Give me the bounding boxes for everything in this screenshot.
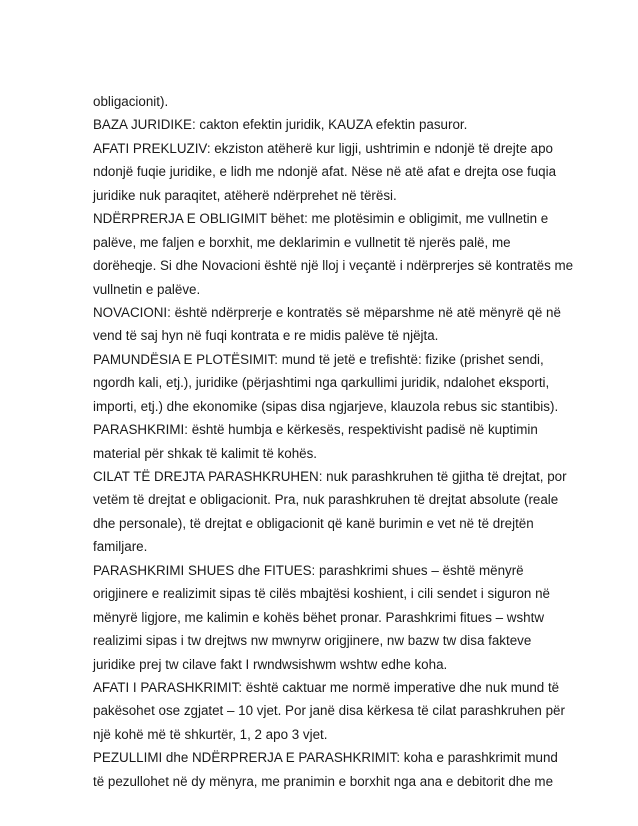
text-line: familjare. [93, 539, 148, 555]
text-line: mënyrë ligjore, me kalimin e kohës bëhet pronar. Parashkrimi fitues – wshtw [93, 609, 545, 625]
text-line: vullnetin e palëve. [93, 281, 201, 297]
text-line: obligacionit). [93, 94, 169, 109]
text-line: PAMUNDËSIA E PLOTËSIMIT: mund të jetë e trefishtë: fizike (prishet sendi, [93, 351, 544, 367]
text-line: PEZULLIMI dhe NDËRPRERJA E PARASHKRIMIT: koha e parashkrimit mund [93, 750, 558, 766]
text-line: pakësohet ose zgjatet – 10 vjet. Por janë disa kërkesa të cilat parashkruhen për [93, 703, 565, 719]
text-line: NOVACIONI: është ndërprerje e kontratës së mëparshme në atë mënyrë që në [93, 304, 561, 320]
text-line: AFATI PREKLUZIV: ekziston atëherë kur ligji, ushtrimin e ndonjë të drejte apo [93, 140, 553, 156]
text-line: AFATI I PARASHKRIMIT: është caktuar me normë imperative dhe nuk mund të [93, 679, 560, 695]
text-line: CILAT TË DREJTA PARASHKRUHEN: nuk parashkruhen të gjitha të drejtat, por [93, 469, 567, 484]
text-line: NDËRPRERJA E OBLIGIMIT bëhet: me plotësimin e obligimit, me vullnetin e [93, 211, 549, 227]
text-line: BAZA JURIDIKE: cakton efektin juridik, KAUZA efektin pasuror. [93, 117, 468, 133]
text-line: realizimi sipas i tw drejtws nw mwnyrw origjinere, nw bazw tw disa fakteve [93, 633, 532, 649]
text-line: ngordh kali, etj.), juridike (përjashtimi nga qarkullimi juridik, ndalohet eksporti, [93, 375, 550, 391]
text-line: palëve, me faljen e borxhit, me deklarimin e vullnetit të njerës palë, me [93, 234, 511, 250]
text-line: vend të saj hyn në fuqi kontrata e re midis palëve të njëjta. [93, 328, 439, 344]
text-line: origjinere e realizimit sipas të cilës mbajtësi koshient, i cili sendet i siguron në [93, 586, 550, 602]
text-line: juridike prej tw cilave fakt I rwndwsishwm wshtw edhe koha. [93, 656, 448, 672]
text-line: një kohë më të shkurtër, 1, 2 apo 3 vjet. [93, 726, 328, 742]
text-line: material për shkak të kalimit të kohës. [93, 445, 318, 461]
text-line: juridike nuk paraqitet, atëherë ndërprehet në tërësi. [93, 187, 397, 203]
text-line: PARASHKRIMI: është humbja e kërkesës, respektivisht padisë në kuptimin [93, 422, 538, 438]
text-line: importi, etj.) dhe ekonomike (sipas disa ngjarjeve, klauzola rebus sic stantibis). [93, 398, 559, 414]
document-body [93, 90, 574, 793]
text-line: vetëm të drejtat e obligacionit. Pra, nuk parashkruhen të drejtat absolute (reale [93, 492, 559, 508]
text-line: ndonjë fuqie juridike, e lidh me ndonjë afat. Nëse në atë afat e drejta ose fuqia [93, 164, 557, 180]
text-line: dorëheqje. Si dhe Novacioni është një lloj i veçantë i ndërprerjes së kontratës me [93, 258, 574, 274]
text-line: dhe personale), të drejtat e obligacionit që kanë burimin e vet në të drejtën [93, 515, 534, 531]
text-line: PARASHKRIMI SHUES dhe FITUES: parashkrimi shues – është mënyrë [93, 562, 524, 578]
text-line: të pezullohet në dy mënyra, me pranimin e borxhit nga ana e debitorit dhe me [93, 773, 554, 789]
